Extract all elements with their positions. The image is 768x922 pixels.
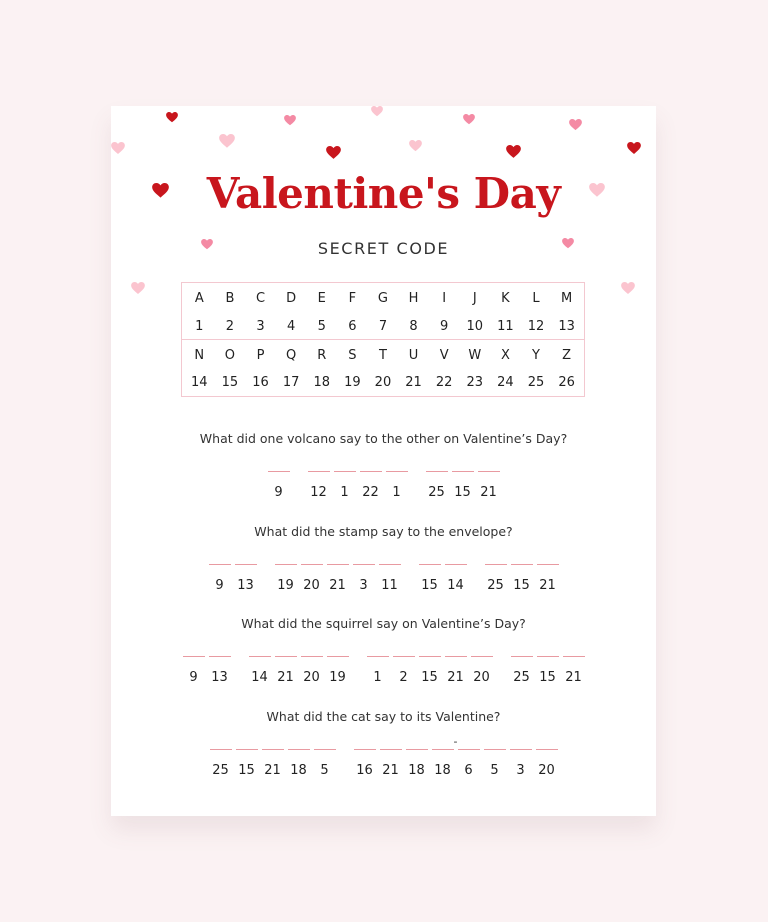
- answer-blank[interactable]: [445, 564, 467, 565]
- key-letter: Z: [562, 348, 572, 363]
- key-letter: I: [442, 291, 447, 306]
- question-text: What did the stamp say to the envelope?: [254, 524, 513, 539]
- code-number: 25: [428, 485, 445, 500]
- key-letter: O: [224, 348, 236, 363]
- key-number: 4: [286, 319, 296, 334]
- answer-blank[interactable]: [235, 564, 257, 565]
- answer-blank[interactable]: [327, 564, 349, 565]
- key-number: 15: [221, 375, 239, 390]
- answer-blank[interactable]: [327, 656, 349, 657]
- answer-blank[interactable]: [452, 471, 474, 472]
- key-number: 23: [466, 375, 484, 390]
- heart-icon: [569, 119, 582, 131]
- answer-blank[interactable]: [209, 564, 231, 565]
- heart-icon: [131, 282, 145, 295]
- code-number: 5: [490, 763, 499, 778]
- code-number: 15: [238, 763, 255, 778]
- answer-blank[interactable]: [511, 656, 533, 657]
- answer-blank[interactable]: [262, 749, 284, 750]
- key-number: 18: [313, 375, 330, 390]
- answer-blank[interactable]: [511, 564, 533, 565]
- code-number: 15: [421, 670, 438, 685]
- key-letter: K: [501, 291, 510, 306]
- answer-blank[interactable]: [275, 656, 297, 657]
- answer-blank[interactable]: [288, 749, 310, 750]
- key-letter: R: [317, 348, 327, 363]
- key-divider: [182, 339, 584, 340]
- answer-blank[interactable]: [236, 749, 258, 750]
- worksheet: [111, 106, 656, 816]
- answer-blank[interactable]: [419, 564, 441, 565]
- code-number: 5: [320, 763, 329, 778]
- code-number: 6: [464, 763, 473, 778]
- answer-blank[interactable]: [406, 749, 428, 750]
- answer-blank[interactable]: [308, 471, 330, 472]
- answer-blank[interactable]: [354, 749, 376, 750]
- heart-icon: [621, 282, 635, 295]
- code-number: 13: [211, 670, 228, 685]
- code-number: 21: [565, 670, 582, 685]
- answer-blank[interactable]: [334, 471, 356, 472]
- key-letter: P: [256, 348, 265, 363]
- code-number: 19: [329, 670, 346, 685]
- key-number: 8: [409, 319, 418, 334]
- key-number: 17: [282, 375, 300, 390]
- heart-icon: [463, 114, 475, 125]
- answer-blank[interactable]: [536, 749, 558, 750]
- key-number: 11: [497, 319, 514, 334]
- key-number: 9: [440, 319, 449, 334]
- answer-blank[interactable]: [301, 564, 323, 565]
- code-number: 20: [303, 578, 320, 593]
- key-letter: H: [408, 291, 419, 306]
- code-number: 12: [310, 485, 327, 500]
- answer-blank[interactable]: [478, 471, 500, 472]
- heart-icon: [326, 146, 341, 160]
- key-row-letters-a-m: [182, 291, 584, 306]
- answer-blank[interactable]: [314, 749, 336, 750]
- answer-blank[interactable]: [563, 656, 585, 657]
- heart-icon: [627, 142, 641, 155]
- answer-blank[interactable]: [379, 564, 401, 565]
- answer-blank[interactable]: [210, 749, 232, 750]
- code-number: 21: [382, 763, 399, 778]
- key-letter: S: [348, 348, 357, 363]
- answer-blank[interactable]: [275, 564, 297, 565]
- answer-blank[interactable]: [537, 564, 559, 565]
- code-number: 18: [290, 763, 307, 778]
- code-number: 9: [274, 485, 283, 500]
- code-number: 3: [516, 763, 525, 778]
- key-row-numbers-1-13: [182, 319, 584, 334]
- key-number: 19: [344, 375, 361, 390]
- key-number: 6: [348, 319, 357, 334]
- key-number: 2: [225, 319, 235, 334]
- code-number: 16: [356, 763, 373, 778]
- code-number: 21: [447, 670, 464, 685]
- cipher-key-table: [181, 282, 585, 397]
- answer-blank[interactable]: [432, 749, 454, 750]
- heart-icon: [371, 106, 383, 117]
- answer-blank[interactable]: [367, 656, 389, 657]
- key-number: 14: [191, 375, 208, 390]
- key-letter: T: [378, 348, 387, 363]
- key-number: 26: [558, 375, 575, 390]
- answer-blank[interactable]: [445, 656, 467, 657]
- page-title: Valentine's Day: [206, 169, 561, 218]
- code-number: 25: [212, 763, 229, 778]
- code-number: 15: [421, 578, 438, 593]
- code-number: 20: [473, 670, 490, 685]
- answer-blank[interactable]: [485, 564, 507, 565]
- code-number: 14: [251, 670, 268, 685]
- question-text: What did the cat say to its Valentine?: [266, 709, 501, 724]
- key-number: 24: [497, 375, 514, 390]
- key-number: 5: [317, 319, 326, 334]
- key-letter: G: [377, 291, 388, 306]
- key-row-letters-n-z: [182, 348, 584, 363]
- key-letter: D: [286, 291, 297, 306]
- code-number: 18: [408, 763, 425, 778]
- code-number: 25: [487, 578, 504, 593]
- heart-icon: [284, 115, 296, 126]
- code-number: 18: [434, 763, 451, 778]
- answer-blank[interactable]: [209, 656, 231, 657]
- code-number: 9: [189, 670, 198, 685]
- answer-blank[interactable]: [537, 656, 559, 657]
- key-letter: U: [408, 348, 419, 363]
- answer-blank[interactable]: [484, 749, 506, 750]
- answer-blank[interactable]: [301, 656, 323, 657]
- key-letter: M: [561, 291, 573, 306]
- heart-icon: [409, 140, 422, 152]
- key-number: 25: [527, 375, 545, 390]
- key-number: 10: [466, 319, 484, 334]
- answer-blank[interactable]: [268, 471, 290, 472]
- code-number: 1: [340, 485, 349, 500]
- key-number: 22: [435, 375, 453, 390]
- key-number: 1: [195, 319, 204, 334]
- code-number: 22: [362, 485, 379, 500]
- answer-blank[interactable]: [510, 749, 532, 750]
- key-letter: E: [317, 291, 326, 306]
- key-letter: Q: [286, 348, 297, 363]
- code-number: 11: [381, 578, 398, 593]
- hyphen-mark: -: [453, 735, 458, 748]
- key-number: 7: [378, 319, 388, 334]
- key-number: 12: [527, 319, 545, 334]
- heart-icon: [111, 142, 125, 155]
- answer-blank[interactable]: [183, 656, 205, 657]
- key-letter: F: [348, 291, 357, 306]
- code-number: 21: [277, 670, 294, 685]
- key-letter: C: [255, 291, 266, 306]
- heart-icon: [166, 112, 178, 123]
- answer-blank[interactable]: [360, 471, 382, 472]
- code-number: 15: [513, 578, 530, 593]
- code-number: 3: [359, 578, 368, 593]
- answer-blank[interactable]: [249, 656, 271, 657]
- key-letter: Y: [532, 348, 540, 363]
- key-letter: L: [532, 291, 540, 306]
- heart-icon: [219, 134, 235, 148]
- answer-blank[interactable]: [458, 749, 480, 750]
- key-row-numbers-14-26: [182, 375, 584, 390]
- answer-blank[interactable]: [353, 564, 375, 565]
- key-letter: B: [225, 291, 235, 306]
- answer-blank[interactable]: [426, 471, 448, 472]
- key-number: 21: [405, 375, 422, 390]
- heart-icon: [506, 145, 521, 159]
- key-letter: X: [500, 348, 510, 363]
- key-number: 20: [374, 375, 392, 390]
- code-number: 21: [264, 763, 281, 778]
- code-number: 19: [277, 578, 294, 593]
- key-letter: V: [439, 348, 449, 363]
- code-number: 21: [539, 578, 556, 593]
- key-number: 3: [256, 319, 265, 334]
- answer-blank[interactable]: [419, 656, 441, 657]
- question-text: What did the squirrel say on Valentine’s Day?: [241, 616, 526, 631]
- code-number: 21: [329, 578, 346, 593]
- code-number: 20: [303, 670, 320, 685]
- key-letter: W: [468, 348, 482, 363]
- answer-blank[interactable]: [393, 656, 415, 657]
- code-number: 20: [538, 763, 555, 778]
- code-number: 2: [399, 670, 408, 685]
- code-number: 1: [373, 670, 382, 685]
- key-number: 16: [252, 375, 269, 390]
- answer-blank[interactable]: [471, 656, 493, 657]
- code-number: 9: [215, 578, 224, 593]
- code-number: 1: [392, 485, 401, 500]
- answer-blank[interactable]: [386, 471, 408, 472]
- code-number: 14: [447, 578, 464, 593]
- question-text: What did one volcano say to the other on Valentine’s Day?: [199, 431, 568, 446]
- key-number: 13: [558, 319, 575, 334]
- code-number: 15: [539, 670, 556, 685]
- key-letter: J: [472, 291, 477, 306]
- code-number: 15: [454, 485, 471, 500]
- answer-blank[interactable]: [380, 749, 402, 750]
- code-number: 25: [513, 670, 530, 685]
- code-number: 13: [237, 578, 254, 593]
- key-letter: N: [194, 348, 205, 363]
- key-letter: A: [194, 291, 204, 306]
- page-subtitle: SECRET CODE: [317, 239, 450, 258]
- code-number: 21: [480, 485, 497, 500]
